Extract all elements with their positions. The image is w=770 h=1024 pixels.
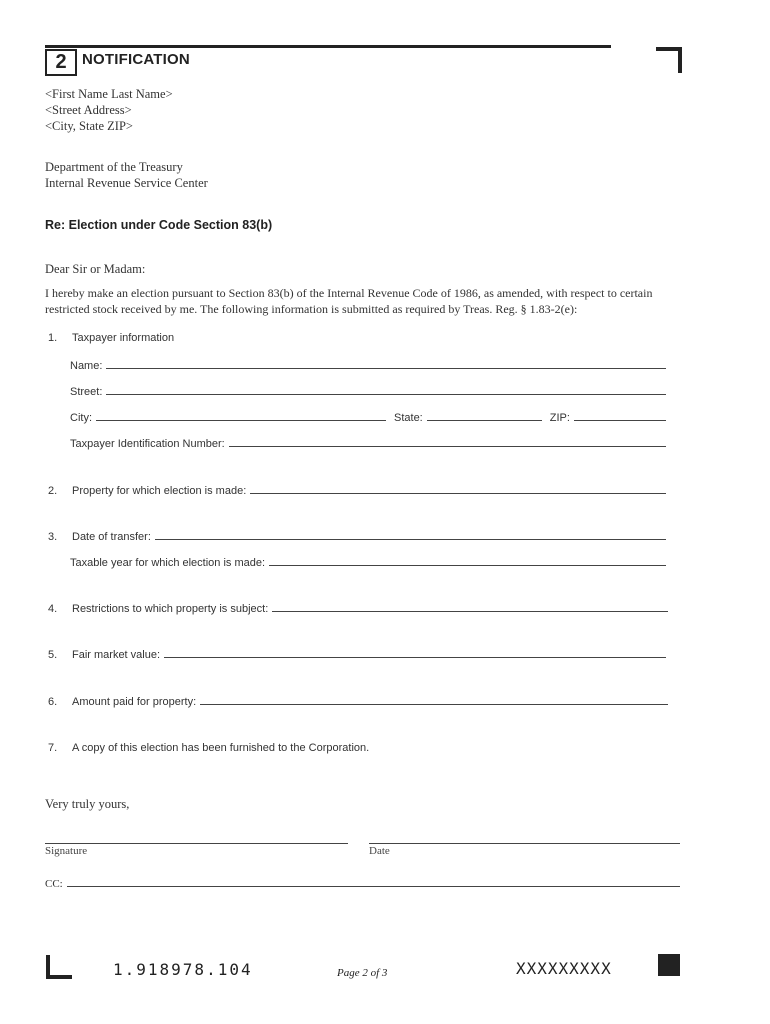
item-label: Taxpayer information: [72, 332, 175, 344]
page-number: Page 2 of 3: [337, 967, 388, 979]
registration-square: [658, 954, 680, 976]
transfer-date-line[interactable]: [155, 538, 666, 540]
city-state-zip-row: [70, 412, 666, 424]
amount-paid-line[interactable]: [200, 703, 668, 705]
item-number: 1.: [48, 332, 58, 344]
item-number: 7.: [48, 742, 58, 754]
item-number: 3.: [48, 531, 58, 543]
sender-address: [45, 86, 173, 134]
document-id: XXXXXXXXX: [516, 959, 612, 978]
item-3-field[interactable]: [48, 531, 666, 543]
recipient-line1: Department of the Treasury: [45, 160, 183, 174]
name-line[interactable]: [106, 367, 666, 369]
item-label: A copy of this election has been furnished to the Corporation.: [72, 742, 370, 754]
city-label: City:: [70, 412, 92, 424]
street-line[interactable]: [106, 393, 666, 395]
recipient-address: [45, 159, 208, 191]
city-line[interactable]: [96, 419, 386, 421]
name-label: Name:: [70, 360, 103, 372]
sender-name: <First Name Last Name>: [45, 87, 173, 101]
fair-market-value-line[interactable]: [164, 656, 666, 658]
closing: Very truly yours,: [45, 797, 130, 811]
state-label: State:: [394, 412, 423, 424]
section-number-badge: 2: [45, 49, 77, 76]
date-line[interactable]: [369, 843, 680, 844]
tin-line[interactable]: [229, 445, 666, 447]
item-5-field[interactable]: [48, 649, 666, 661]
street-label: Street:: [70, 386, 103, 398]
tin-label: Taxpayer Identification Number:: [70, 438, 225, 450]
item-number: 5.: [48, 649, 58, 661]
section-title: NOTIFICATION: [82, 51, 190, 68]
subject-line: Re: Election under Code Section 83(b): [45, 218, 273, 232]
item-4-field[interactable]: [48, 603, 668, 615]
cc-label: CC:: [45, 878, 63, 890]
zip-line[interactable]: [574, 419, 666, 421]
form-code: 1.918978.104: [113, 960, 253, 979]
taxable-year-label: Taxable year for which election is made:: [70, 557, 266, 569]
item-label: Fair market value:: [72, 649, 161, 661]
item-number: 2.: [48, 485, 58, 497]
item-number: 4.: [48, 603, 58, 615]
corner-mark-top-right: [656, 47, 682, 73]
item-label: Property for which election is made:: [72, 485, 247, 497]
item-6-field[interactable]: [48, 696, 668, 708]
cc-line[interactable]: [67, 885, 680, 887]
property-line[interactable]: [250, 492, 666, 494]
recipient-line2: Internal Revenue Service Center: [45, 176, 208, 190]
item-7-statement: [48, 742, 668, 754]
item-1-heading: [48, 332, 668, 344]
name-field[interactable]: [70, 360, 666, 372]
signature-line[interactable]: [45, 843, 348, 844]
item-2-field[interactable]: [48, 485, 666, 497]
signature-label: Signature: [45, 845, 88, 857]
item-label: Amount paid for property:: [72, 696, 197, 708]
corner-mark-bottom-left: [46, 955, 72, 979]
tin-field[interactable]: [70, 438, 666, 450]
item-number: 6.: [48, 696, 58, 708]
taxable-year-field[interactable]: [70, 557, 666, 569]
salutation: Dear Sir or Madam:: [45, 262, 146, 276]
state-line[interactable]: [427, 419, 542, 421]
sender-street: <Street Address>: [45, 103, 132, 117]
item-label: Restrictions to which property is subject:: [72, 603, 269, 615]
cc-field[interactable]: [45, 878, 680, 890]
item-label: Date of transfer:: [72, 531, 151, 543]
restrictions-line[interactable]: [272, 610, 668, 612]
taxable-year-line[interactable]: [269, 564, 666, 566]
street-field[interactable]: [70, 386, 666, 398]
intro-paragraph: I hereby make an election pursuant to Section 83(b) of the Internal Revenue Code of 1986, as amended, with respect to certain restricted stock received by me. The following information is submitted as required by Treas. Reg. § 1.83-2(e):: [45, 286, 653, 316]
zip-label: ZIP:: [549, 412, 570, 424]
header-rule: [45, 45, 611, 48]
sender-city: <City, State ZIP>: [45, 119, 133, 133]
date-label: Date: [369, 845, 390, 857]
